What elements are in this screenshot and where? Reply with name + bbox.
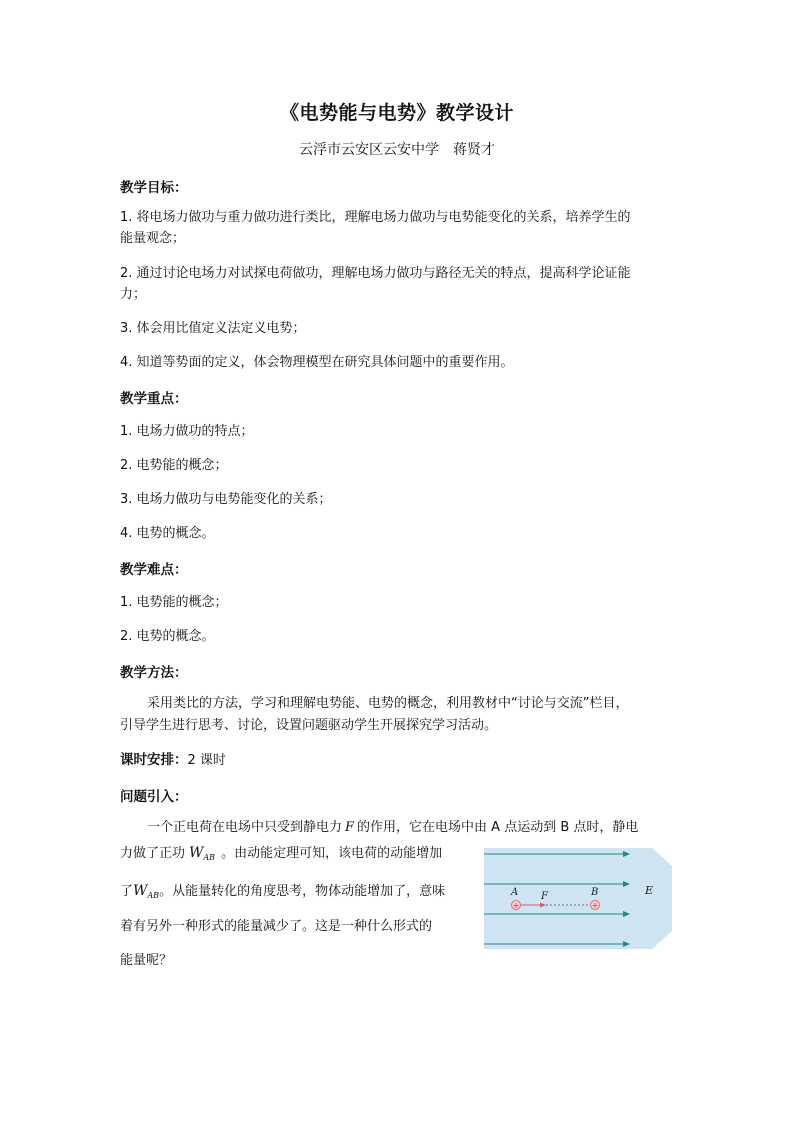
objective-2-line1: 2. 通过讨论电场力对试探电荷做功，理解电场力做功与路径无关的特点，提高科学论证能 — [120, 266, 631, 281]
electric-field-figure — [484, 848, 672, 949]
intro-text: 力做了正功 — [120, 846, 186, 861]
objective-2-line2: 力； — [120, 287, 147, 302]
objectives-heading: 教学目标： — [120, 180, 188, 196]
intro-line5: 能量呢？ — [120, 953, 173, 968]
key-points-heading: 教学重点： — [120, 391, 188, 407]
charge-b — [591, 901, 600, 911]
charge-b-sign: + — [591, 901, 599, 910]
intro-text: 了 — [120, 884, 134, 899]
intro-line1 — [147, 818, 638, 838]
author-line: 云浮市云安区云安中学 蒋贤才 — [299, 142, 495, 158]
key-point-2: 2. 电势能的概念； — [120, 458, 228, 473]
work-symbol: W — [189, 845, 204, 861]
intro-heading: 问题引入： — [120, 789, 188, 805]
work-subscript: AB — [147, 891, 160, 900]
methods-heading: 教学方法： — [120, 665, 188, 681]
work-subscript: AB — [203, 853, 216, 862]
schedule-value: 2 课时 — [187, 753, 226, 768]
intro-text: 一个正电荷在电场中只受到静电力 — [147, 820, 343, 835]
objective-1-line1: 1. 将电场力做功与重力做功进行类比，理解电场力做功与电势能变化的关系，培养学生的 — [120, 210, 631, 225]
intro-text: 。由动能定理可知，该电荷的动能增加 — [221, 846, 443, 861]
methods-line1: 采用类比的方法，学习和理解电势能、电势的概念，利用教材中“讨论与交流”栏目， — [147, 696, 629, 711]
work-symbol: W — [133, 883, 148, 899]
schedule-line — [120, 750, 226, 771]
difficulty-1: 1. 电势能的概念； — [120, 595, 228, 610]
field-region — [484, 848, 672, 949]
difficulty-2: 2. 电势的概念。 — [120, 629, 215, 644]
intro-line2 — [120, 843, 442, 868]
key-point-4: 4. 电势的概念。 — [120, 526, 215, 541]
intro-line3 — [120, 881, 445, 906]
label-b: B — [591, 887, 599, 898]
charge-a-sign: + — [512, 901, 520, 910]
key-point-3: 3. 电场力做功与电势能变化的关系； — [120, 492, 332, 507]
methods-line2: 引导学生进行思考、讨论，设置问题驱动学生开展探究学习活动。 — [120, 718, 498, 733]
force-symbol: F — [345, 820, 355, 835]
label-e: E — [645, 884, 654, 897]
key-point-1: 1. 电场力做功的特点； — [120, 424, 254, 439]
intro-text: 。从能量转化的角度思考，物体动能增加了，意味 — [159, 884, 446, 899]
intro-line4: 着有另外一种形式的能量减少了。这是一种什么形式的 — [120, 919, 433, 934]
intro-text: 的作用，它在电场中由 A 点运动到 B 点时，静电 — [357, 820, 639, 835]
objective-3: 3. 体会用比值定义法定义电势； — [120, 321, 306, 336]
charge-a — [512, 901, 521, 911]
objective-1-line2: 能量观念； — [120, 231, 186, 246]
label-a: A — [511, 887, 519, 898]
label-f: F — [541, 891, 548, 902]
objective-4: 4. 知道等势面的定义，体会物理模型在研究具体问题中的重要作用。 — [120, 355, 514, 370]
difficulties-heading: 教学难点： — [120, 562, 188, 578]
schedule-heading: 课时安排： — [120, 752, 188, 768]
document-title: 《电势能与电势》教学设计 — [279, 102, 514, 124]
